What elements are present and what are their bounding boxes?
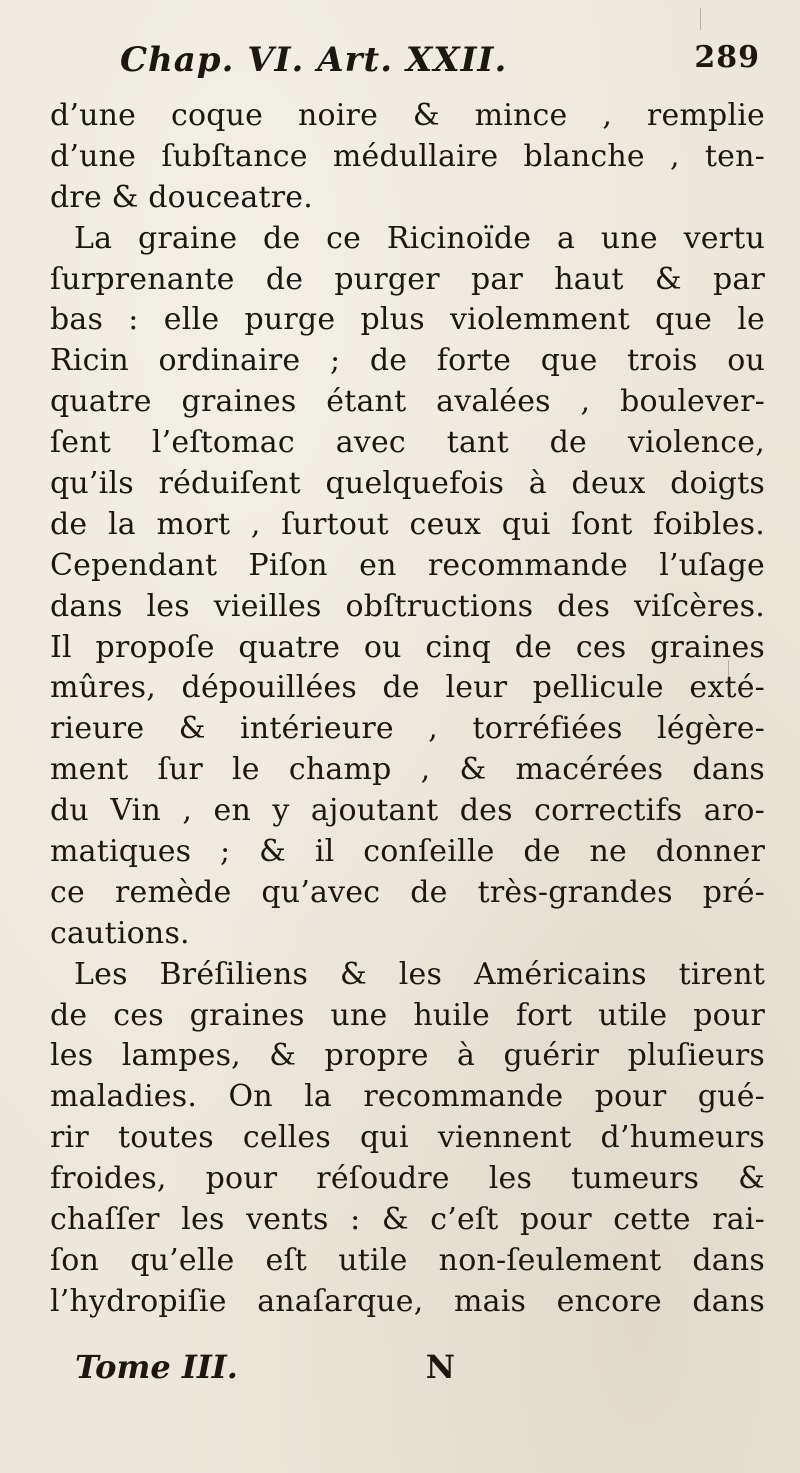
text-line: ſon qu’elle eſt utile non-ſeulement dans	[50, 1242, 765, 1278]
text-line: dans les vieilles obſtructions des viſcères.	[50, 588, 765, 624]
text-line: ſurprenante de purger par haut & par	[50, 261, 765, 297]
text-line: mûres, dépouillées de leur pellicule exté-	[50, 670, 765, 706]
page-footer	[75, 1348, 455, 1392]
text-line: dre & douceatre.	[50, 179, 313, 215]
text-line: ſent l’eſtomac avec tant de violence,	[50, 425, 765, 461]
text-line: Les Bréſiliens & les Américains tirent	[74, 956, 765, 992]
text-line: d’une ſubſtance médullaire blanche , ten-	[50, 138, 765, 174]
text-line: matiques ; & il conſeille de ne donner	[50, 834, 765, 870]
page-number: 289	[694, 40, 760, 75]
page-header	[120, 40, 760, 90]
text-line: Cependant Piſon en recommande l’uſage	[50, 547, 765, 583]
text-line: rieure & intérieure , torréfiées légère-	[50, 711, 765, 747]
text-line: l’hydropiſie anaſarque, mais encore dans	[50, 1283, 765, 1319]
text-line: cautions.	[50, 915, 190, 951]
text-line: quatre graines étant avalées , boulever-	[50, 384, 765, 420]
text-line: bas : elle purge plus violemment que le	[50, 302, 765, 338]
volume-label: Tome III.	[75, 1348, 238, 1386]
signature-mark: N	[425, 1348, 455, 1386]
text-line: d’une coque noire & mince , remplie	[50, 98, 765, 133]
text-line: qu’ils réduiſent quelquefois à deux doigts	[50, 466, 765, 502]
text-line: de la mort , ſurtout ceux qui ſont foibles.	[50, 506, 765, 542]
text-line: froides, pour réſoudre les tumeurs &	[50, 1161, 765, 1197]
text-line: maladies. On la recommande pour gué-	[50, 1079, 765, 1115]
paper-crease-mark	[728, 660, 729, 698]
text-line: de ces graines une huile fort utile pour	[50, 997, 765, 1033]
text-line: Il propoſe quatre ou cinq de ces graines	[50, 629, 765, 665]
text-line: ment ſur le champ , & macérées dans	[50, 752, 765, 788]
text-line: ce remède qu’avec de très-grandes pré-	[50, 874, 765, 910]
text-line: du Vin , en y ajoutant des correctifs aro-	[50, 793, 765, 829]
text-line: La graine de ce Ricinoïde a une vertu	[74, 220, 765, 256]
running-title: Chap. VI. Art. XXII.	[120, 40, 508, 80]
text-line: les lampes, & propre à guérir pluſieurs	[50, 1038, 765, 1074]
text-line: Ricin ordinaire ; de forte que trois ou	[50, 343, 765, 379]
paper-crease-mark	[700, 8, 701, 30]
text-line: chaſſer les vents : & c’eſt pour cette rai-	[50, 1202, 765, 1238]
text-line: rir toutes celles qui viennent d’humeurs	[50, 1120, 765, 1156]
body-text	[50, 96, 765, 1323]
